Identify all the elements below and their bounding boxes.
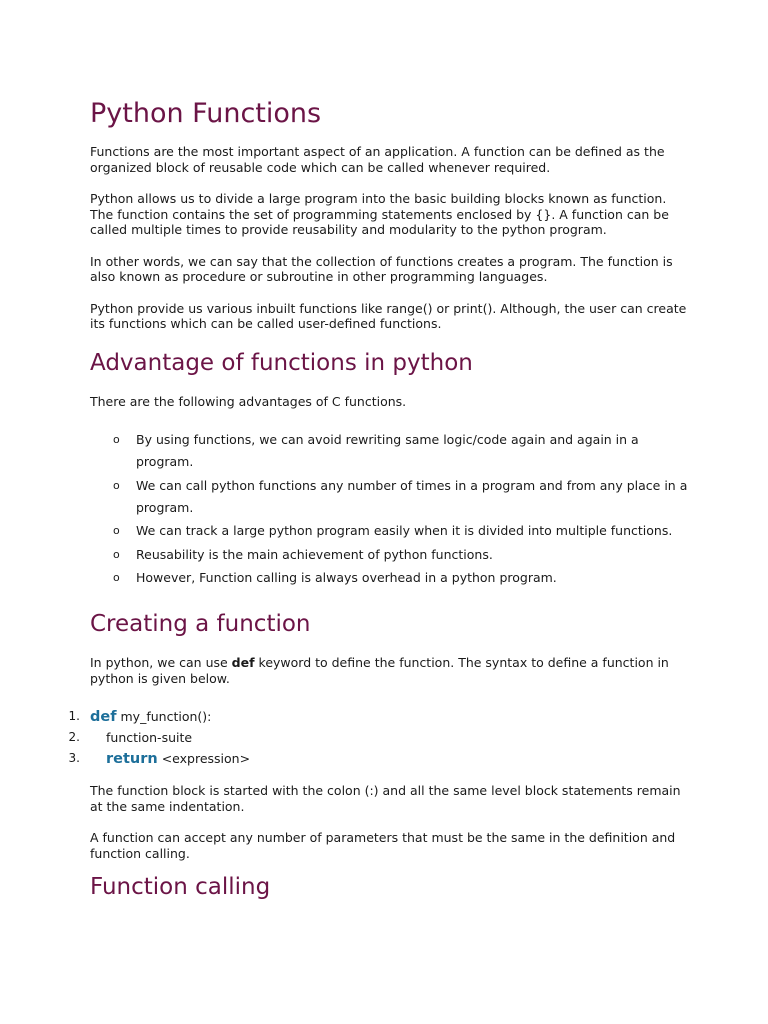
code-text: my_function():	[116, 709, 212, 724]
code-keyword: def	[90, 709, 117, 725]
creating-heading: Creating a function	[90, 611, 311, 637]
code-line-1	[68, 706, 690, 727]
bullet-mark: o	[113, 478, 120, 492]
advantages-list	[90, 429, 690, 589]
code-block	[68, 706, 690, 769]
keyword-def: def	[231, 655, 255, 670]
creating-lead-after: keyword to define the function. The syntax to define a function in python is given below.	[90, 655, 669, 686]
intro-paragraph-3: In other words, we can say that the collection of functions creates a program. The function is also known as procedure or subroutine in other programming languages.	[90, 253, 673, 284]
bullet-mark: o	[113, 433, 120, 446]
code-text: function-suite	[106, 730, 193, 745]
page-title: Python Functions	[90, 98, 322, 129]
code-text: <expression>	[157, 751, 251, 766]
list-item-text: We can call python functions any number of times in a program and from any place in a program.	[136, 477, 688, 515]
code-line-2	[68, 727, 690, 748]
creating-paragraph-1: The function block is started with the colon (:) and all the same level block statements remain at the same indentation.	[90, 783, 681, 814]
bullet-mark: o	[113, 524, 120, 537]
list-item	[113, 520, 690, 542]
code-line-3	[68, 748, 690, 769]
line-number: 3.	[68, 751, 80, 765]
list-item-text: However, Function calling is always overhead in a python program.	[136, 570, 557, 585]
calling-heading: Function calling	[90, 874, 271, 900]
intro-paragraph-2: Python allows us to divide a large program into the basic building blocks known as function. The function contains the set of programming statements enclosed by {}. A function can be called multiple times to provide reusability and modularity to the python program.	[90, 191, 669, 237]
advantages-heading: Advantage of functions in python	[90, 349, 473, 376]
advantages-lead: There are the following advantages of C functions.	[90, 393, 407, 409]
creating-lead-before: In python, we can use	[90, 655, 232, 670]
document-page	[68, 96, 690, 902]
code-keyword: return	[106, 751, 158, 767]
creating-lead	[90, 655, 690, 686]
list-item-text: Reusability is the main achievement of python functions.	[136, 546, 493, 562]
intro-paragraph-1: Functions are the most important aspect of an application. A function can be defined as the organized block of reusable code which can be called whenever required.	[90, 144, 665, 175]
creating-paragraph-2: A function can accept any number of parameters that must be the same in the definition and function calling.	[90, 830, 676, 861]
line-number: 1.	[68, 709, 80, 723]
bullet-mark: o	[113, 547, 120, 561]
bullet-mark: o	[113, 571, 120, 584]
line-number: 2.	[68, 730, 80, 744]
list-item-text: By using functions, we can avoid rewriting same logic/code again and again in a program.	[136, 432, 639, 469]
list-item	[113, 429, 690, 473]
intro-paragraph-4: Python provide us various inbuilt functions like range() or print(). Although, the user can create its functions which can be called user-defined functions.	[90, 300, 687, 331]
list-item	[113, 544, 690, 566]
list-item	[113, 567, 690, 589]
list-item	[113, 475, 690, 519]
list-item-text: We can track a large python program easily when it is divided into multiple functions.	[136, 523, 673, 538]
